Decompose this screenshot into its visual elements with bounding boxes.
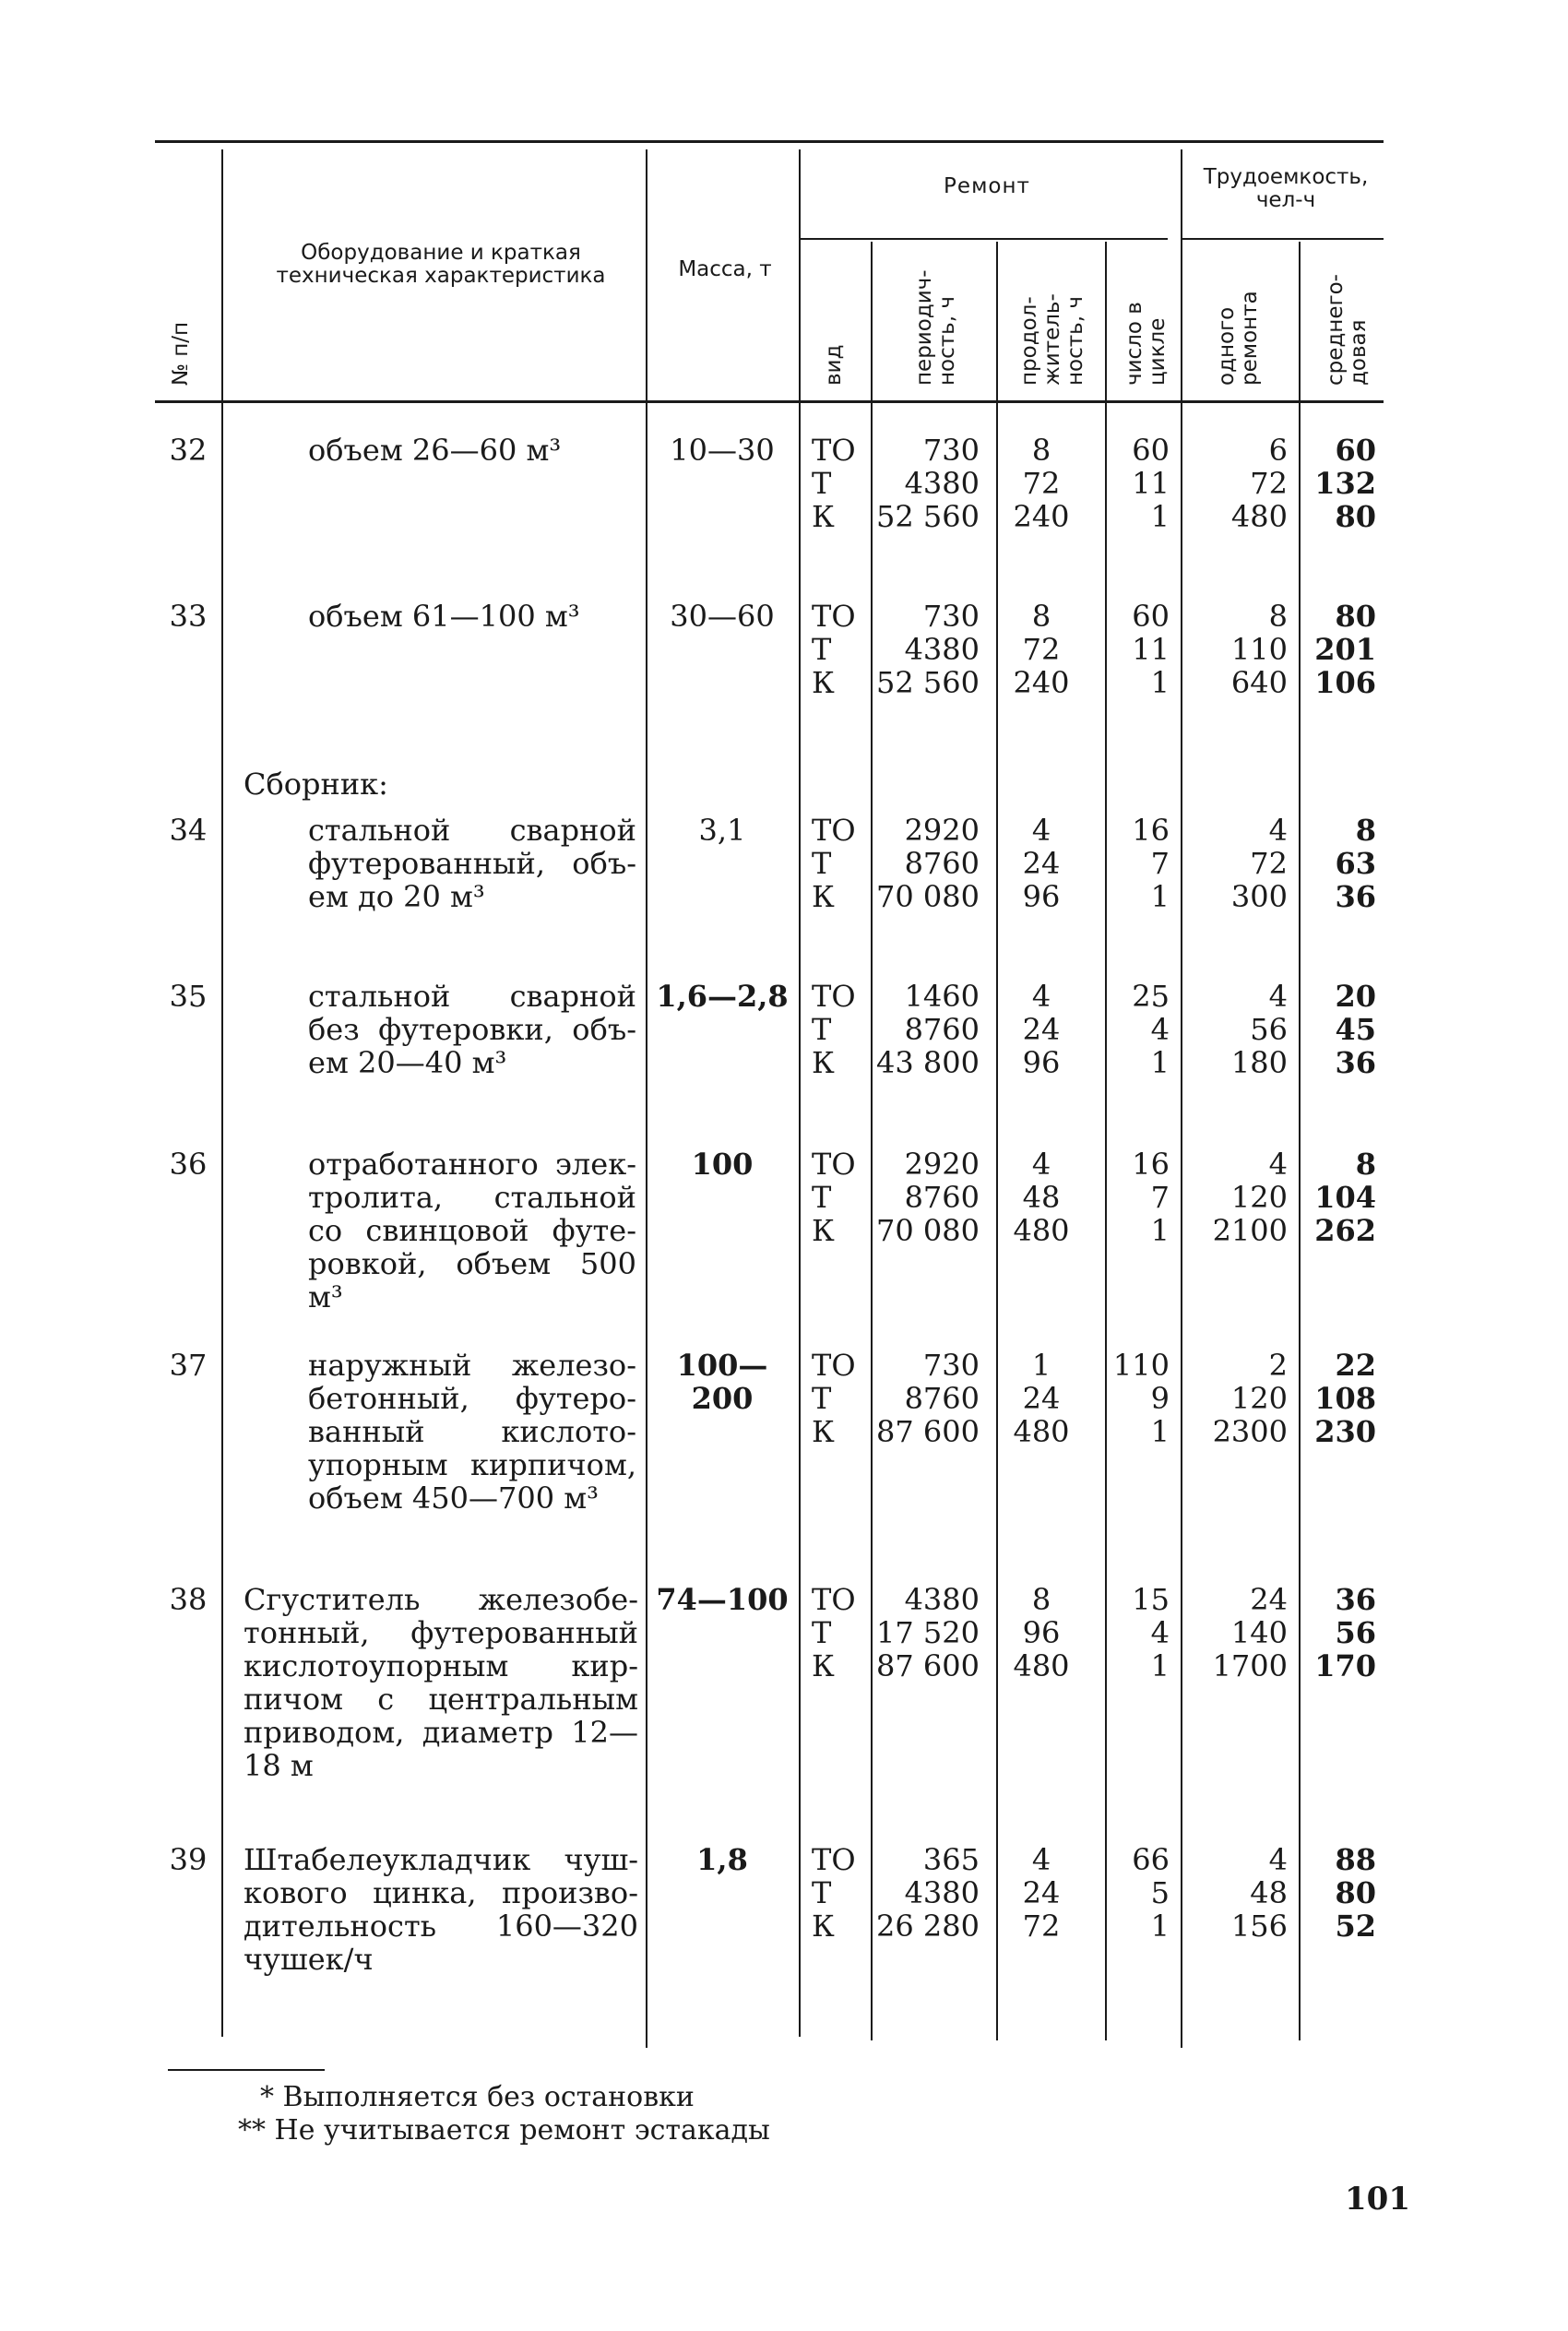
header-bottom-rule	[155, 400, 1384, 403]
row-period: 4380 17 520 87 600	[876, 1582, 980, 1683]
row-annual: 60 132 80	[1314, 433, 1376, 534]
row-description: Сгуститель железобе-тонный, футерованный кислотоупорным кир-пичом с центральным приводом, диаметр 12—18 м	[244, 1582, 638, 1783]
row-annual: 22 108 230	[1314, 1348, 1376, 1449]
header-col-equipment: Оборудование и краткая техническая характеристика	[276, 241, 606, 288]
row-period: 730 8760 87 600	[876, 1348, 980, 1449]
row-number: 35	[169, 979, 208, 1014]
row-mass: 10—30	[670, 433, 775, 468]
row-one-repair: 4 120 2100	[1212, 1147, 1288, 1248]
row-one-repair: 4 56 180	[1230, 979, 1288, 1080]
row-description: стальной сварной без футеровки, объ-ем 20—40 м³	[308, 979, 636, 1080]
row-mass: 100	[691, 1147, 754, 1182]
header-col-num: № п/п	[169, 321, 193, 386]
row-duration: 4 24 96	[1022, 979, 1061, 1080]
row-duration: 4 24 96	[1022, 813, 1061, 914]
row-period: 2920 8760 70 080	[876, 813, 980, 914]
row-mass: 1,6—2,8	[656, 979, 789, 1014]
row-duration: 4 48 480	[1013, 1147, 1070, 1248]
row-period: 730 4380 52 560	[876, 599, 980, 700]
row-count: 15 4 1	[1132, 1582, 1170, 1683]
row-annual: 80 201 106	[1314, 599, 1376, 700]
row-one-repair: 2 120 2300	[1212, 1348, 1288, 1449]
row-count: 66 5 1	[1132, 1842, 1170, 1944]
row-count: 25 4 1	[1132, 979, 1170, 1080]
row-period: 1460 8760 43 800	[876, 979, 980, 1080]
col-divider-8	[1299, 242, 1301, 2040]
row-number: 39	[169, 1842, 208, 1877]
header-col-avg: среднего- довая	[1324, 274, 1371, 386]
row-number: 37	[169, 1348, 208, 1383]
row-annual: 36 56 170	[1314, 1582, 1376, 1683]
row-type: ТО Т К	[812, 1348, 856, 1449]
row-number: 32	[169, 433, 208, 468]
row-description: объем 26—60 м³	[308, 433, 562, 468]
row-one-repair: 4 72 300	[1230, 813, 1288, 914]
row-duration: 4 24 72	[1022, 1842, 1061, 1944]
row-duration: 1 24 480	[1013, 1348, 1070, 1449]
row-period: 365 4380 26 280	[876, 1842, 980, 1944]
row-duration: 8 72 240	[1013, 599, 1070, 700]
header-group-labor: Трудоемкость, чел-ч	[1203, 165, 1369, 212]
row-count: 60 11 1	[1132, 433, 1170, 534]
page-number: 101	[1345, 2181, 1410, 2218]
row-period: 730 4380 52 560	[876, 433, 980, 534]
row-one-repair: 24 140 1700	[1212, 1582, 1288, 1683]
header-col-period: периодич- ность, ч	[912, 269, 959, 386]
col-divider-2	[646, 149, 647, 2048]
row-count: 60 11 1	[1132, 599, 1170, 700]
col-divider-3	[799, 149, 801, 2037]
footnote-2: ** Не учитывается ремонт эстакады	[238, 2114, 770, 2147]
row-mass: 74—100	[656, 1582, 789, 1617]
row-annual: 20 45 36	[1335, 979, 1376, 1080]
header-col-one: одного ремонта	[1215, 291, 1262, 386]
row-count: 110 9 1	[1112, 1348, 1170, 1449]
labor-group-rule	[1182, 238, 1384, 240]
section-label: Сборник:	[244, 767, 388, 802]
header-col-mass: Масса, т	[678, 257, 772, 281]
col-divider-7	[1181, 149, 1182, 2048]
col-divider-6	[1105, 242, 1107, 2040]
row-type: ТО Т К	[812, 813, 856, 914]
row-description: стальной сварной футерованный, объ-ем до 20 м³	[308, 813, 636, 914]
row-annual: 8 104 262	[1314, 1147, 1376, 1248]
row-type: ТО Т К	[812, 599, 856, 700]
row-one-repair: 8 110 640	[1230, 599, 1288, 700]
row-annual: 88 80 52	[1335, 1842, 1376, 1944]
row-mass: 100—200	[676, 1348, 768, 1416]
header-col-duration: продол- житель- ность, ч	[1017, 293, 1087, 386]
col-divider-4	[871, 242, 873, 2040]
row-mass: 1,8	[696, 1842, 748, 1877]
row-description: отработанного элек-тролита, стальной со свинцовой футе-ровкой, объем 500 м³	[308, 1147, 636, 1314]
row-mass: 3,1	[698, 813, 746, 848]
row-number: 33	[169, 599, 208, 634]
header-group-repair: Ремонт	[944, 174, 1030, 198]
footnote-1: * Выполняется без остановки	[260, 2081, 695, 2113]
col-divider-1	[221, 149, 223, 2037]
row-type: ТО Т К	[812, 433, 856, 534]
row-duration: 8 72 240	[1013, 433, 1070, 534]
footnote-rule	[168, 2069, 325, 2071]
row-duration: 8 96 480	[1013, 1582, 1070, 1683]
row-count: 16 7 1	[1132, 1147, 1170, 1248]
header-col-count: число в цикле	[1123, 302, 1170, 386]
table-top-rule	[155, 140, 1384, 143]
row-number: 36	[169, 1147, 208, 1182]
col-divider-5	[996, 242, 998, 2040]
row-type: ТО Т К	[812, 979, 856, 1080]
row-annual: 8 63 36	[1335, 813, 1376, 914]
row-count: 16 7 1	[1132, 813, 1170, 914]
row-type: ТО Т К	[812, 1147, 856, 1248]
row-type: ТО Т К	[812, 1842, 856, 1944]
row-number: 38	[169, 1582, 208, 1617]
row-description: Штабелеукладчик чуш-кового цинка, произво-дительность 160—320 чушек/ч	[244, 1842, 638, 1977]
row-one-repair: 4 48 156	[1230, 1842, 1288, 1944]
row-one-repair: 6 72 480	[1230, 433, 1288, 534]
row-mass: 30—60	[670, 599, 775, 634]
row-description: объем 61—100 м³	[308, 599, 580, 634]
header-col-type: вид	[822, 344, 846, 386]
row-period: 2920 8760 70 080	[876, 1147, 980, 1248]
repair-group-rule	[799, 238, 1168, 240]
row-number: 34	[169, 813, 208, 848]
row-type: ТО Т К	[812, 1582, 856, 1683]
row-description: наружный железо-бетонный, футеро-ванный кислото-упорным кирпичом, объем 450—700 м³	[308, 1348, 636, 1516]
